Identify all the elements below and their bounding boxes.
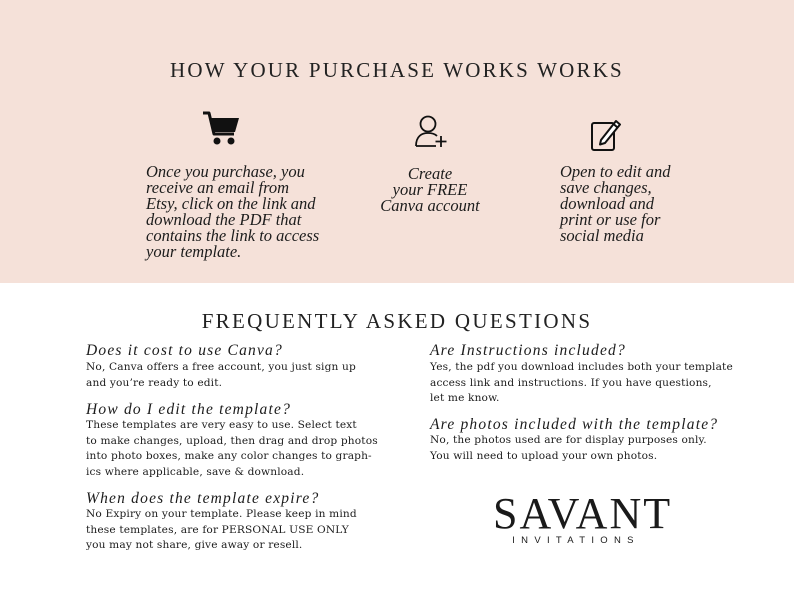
faq-answer: Yes, the pdf you download includes both your template access link and instructions. If you have questions, let me know. [430, 361, 733, 404]
faq-answer: These templates are very easy to use. Select text to make changes, upload, then drag and drop photos into photo boxes, make any color changes to graph- ics where applicable, save & download. [86, 419, 378, 478]
faq-question: When does the template expire? [86, 490, 320, 507]
faq-question: Does it cost to use Canva? [86, 342, 283, 359]
step-create-account [370, 166, 490, 214]
logo-subtitle: INVITATIONS [512, 535, 640, 546]
faq-question: Are photos included with the template? [430, 416, 719, 433]
step-create-account-text: Create your FREE Canva account [380, 164, 480, 215]
edit-icon [590, 117, 622, 153]
faq-question: Are Instructions included? [430, 342, 626, 359]
step-purchase [146, 164, 346, 260]
page-title: HOW YOUR PURCHASE WORKS WORKS [170, 58, 624, 82]
step-edit-text: Open to edit and save changes, download and print or use for social media [560, 162, 671, 245]
faq-answer: No Expiry on your template. Please keep in mind these templates, are for PERSONAL USE ONLY you may not share, give away or resell. [86, 508, 357, 551]
faq-title: FREQUENTLY ASKED QUESTIONS [201, 309, 593, 333]
step-purchase-text: Once you purchase, you receive an email from Etsy, click on the link and download the PDF that contains the link to access your template. [146, 162, 320, 261]
faq-answer: No, Canva offers a free account, you just sign up and you’re ready to edit. [86, 361, 356, 389]
step-edit [560, 164, 740, 244]
add-user-icon [414, 114, 450, 150]
faq-question: How do I edit the template? [86, 401, 292, 418]
logo-wordmark: SAVANT [493, 489, 673, 538]
faq-answer: No, the photos used are for display purposes only. You will need to upload your own photos. [430, 434, 707, 462]
shopping-cart-icon [202, 110, 240, 148]
